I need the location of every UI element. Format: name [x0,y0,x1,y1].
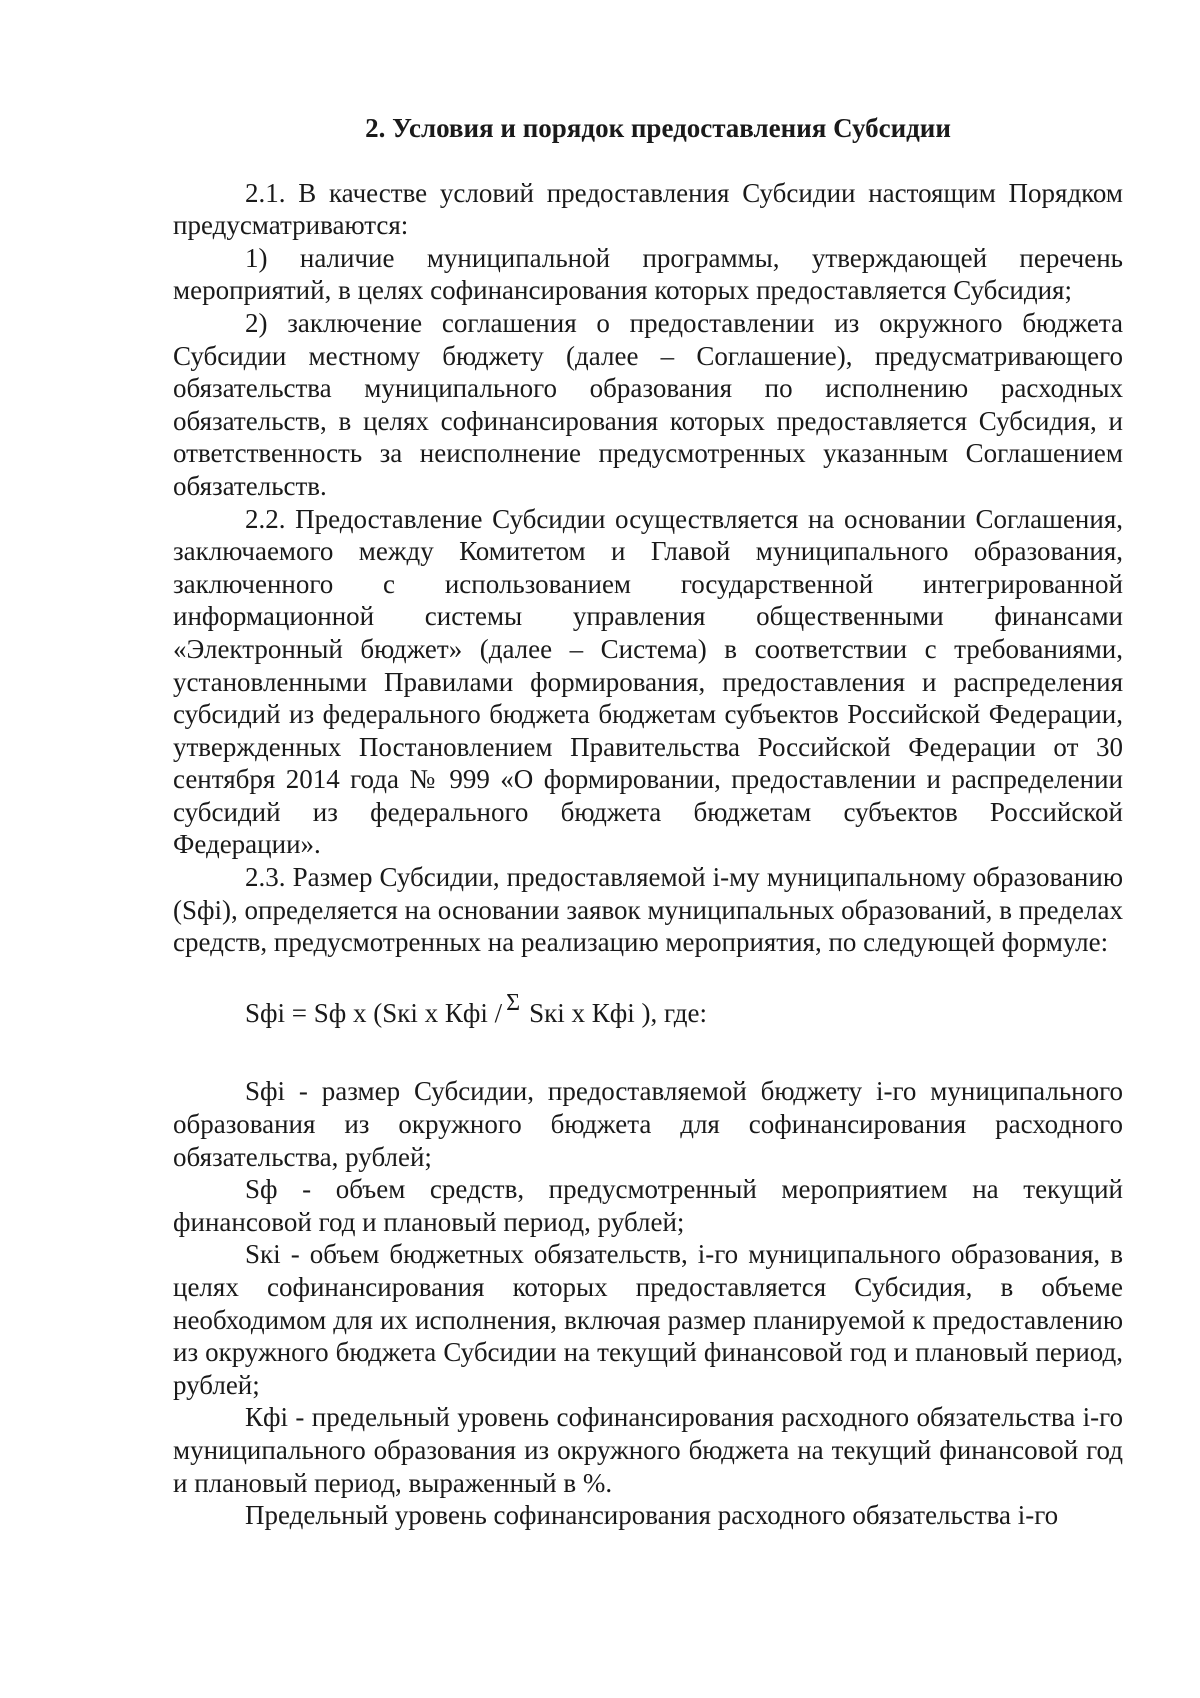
sigma-symbol: Σ [506,989,521,1016]
definition-ski: Sкi - объем бюджетных обязательств, i-го муниципального образования, в целях софинансирования которых предоставляется Субсидия, в объеме необходимом для их исполнения, включая размер планируемой к предоставлению из окружного бюджета Субсидии на текущий финансовой год и плановый период, рублей; [173,1239,1123,1400]
formula-definitions [173,1075,1123,1531]
paragraph-2-3: 2.3. Размер Субсидии, предоставляемой i-му муниципальному образованию (Sфi), определяется на основании заявок муниципальных образований, в пределах средств, предусмотренных на реализацию мероприятия, по следующей формуле: [173,862,1123,958]
paragraph-2-2: 2.2. Предоставление Субсидии осуществляется на основании Соглашения, заключаемого между Комитетом и Главой муниципального образования, заключенного с использованием государственной интегрированной информационной системы управления общественными финансами «Электронный бюджет» (далее – Система) в соответствии с требованиями, установленными Правилами формирования, предоставления и распределения субсидий из федерального бюджета бюджетам субъектов Российской Федерации, утвержденных Постановлением Правительства Российской Федерации от 30 сентября 2014 года № 999 «О формировании, предоставлении и распределении субсидий из федерального бюджета бюджетам субъектов Российской Федерации». [173,503,1123,860]
paragraph-2-1-item-2: 2) заключение соглашения о предоставлении из окружного бюджета Субсидии местному бюджету (далее – Соглашение), предусматривающего обязательства муниципального образования по исполнению расходных обязательств, в целях софинансирования которых предоставляется Субсидия, и ответственность за неисполнение предусмотренных указанным Соглашением обязательств. [173,307,1123,501]
definition-sf: Sф - объем средств, предусмотренный мероприятием на текущий финансовой год и плановый период, рублей; [173,1174,1123,1237]
document-page [173,112,1123,1532]
formula-left: Sфi = Sф x (Sкi x Кфi / [245,997,503,1028]
paragraph-cofinancing-level: Предельный уровень софинансирования расходного обязательства i-го [245,1500,1059,1531]
section-title: 2. Условия и порядок предоставления Субсидии [365,113,951,143]
formula-right: Sкi x Кфi ), где: [529,997,707,1028]
paragraph-2-1-item-1: 1) наличие муниципальной программы, утверждающей перечень мероприятий, в целях софинансирования которых предоставляется Субсидия; [173,242,1123,306]
definition-kfi: Кфi - предельный уровень софинансирования расходного обязательства i-го муниципального образования из окружного бюджета на текущий финансовой год и плановый период, выраженный в %. [173,1402,1123,1498]
paragraph-2-1: 2.1. В качестве условий предоставления Субсидии настоящим Порядком предусматриваются: [173,177,1123,241]
subsidy-formula [173,989,1123,1032]
paragraphs-conditions [173,177,1123,959]
definition-sfi: Sфi - размер Субсидии, предоставляемой бюджету i-го муниципального образования из окружного бюджета для софинансирования расходного обязательства, рублей; [173,1076,1123,1172]
